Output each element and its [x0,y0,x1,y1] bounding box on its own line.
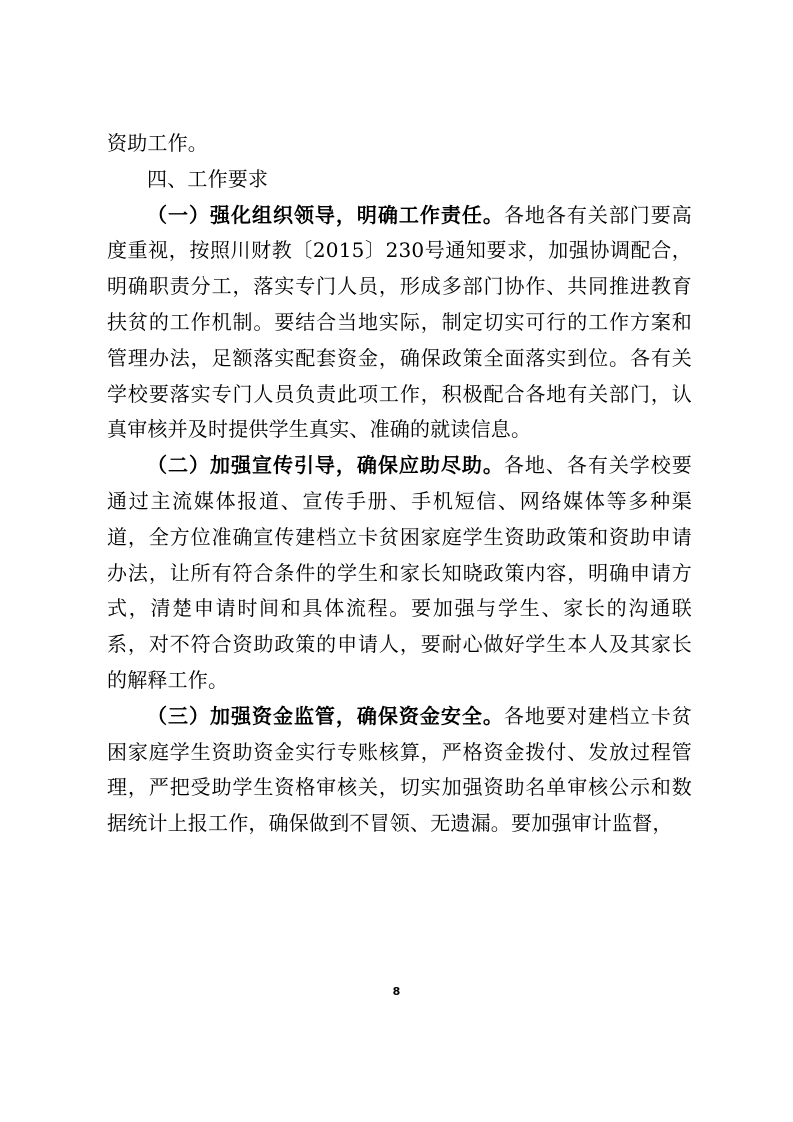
document-body [107,126,692,842]
paragraph-text: 各地要对建档立卡贫困家庭学生资助资金实行专账核算，严格资金拨付、发放过程管理，严把受助学生资格审核关，切实加强资助名单审核公示和数据统计上报工作，确保做到不冒领、无遗漏。要加强审计监督， [107,703,692,836]
section-heading-text: 四、工作要求 [147,166,269,191]
page-number: 8 [392,985,401,998]
paragraph-text: 各地各有关部门要高度重视，按照川财教〔2015〕230号通知要求，加强协调配合，明确职责分工，落实专门人员，形成多部门协作、共同推进教育扶贫的工作机制。要结合当地实际，制定切实可行的工作方案和管理办法，足额落实配套资金，确保政策全面落实到位。各有关学校要落实专门人员负责此项工作，积极配合各地有关部门，认真审核并及时提供学生真实、准确的就读信息。 [107,202,692,442]
paragraph-lead-heading: （一）强化组织领导，明确工作责任。 [147,202,504,227]
paragraph-continuation [107,126,692,162]
paragraph-text: 各地、各有关学校要通过主流媒体报道、宣传手册、手机短信、网络媒体等多种渠道，全方位准确宣传建档立卡贫困家庭学生资助政策和资助申请办法，让所有符合条件的学生和家长知晓政策内容，明确申请方式，清楚申请时间和具体流程。要加强与学生、家长的沟通联系，对不符合资助政策的申请人，要耐心做好学生本人及其家长的解释工作。 [107,453,692,692]
paragraph-lead-heading: （三）加强资金监管，确保资金安全。 [147,703,504,728]
paragraph-requirement-1 [107,198,692,449]
paragraph-requirement-2 [107,448,692,699]
paragraph-lead-heading: （二）加强宣传引导，确保应助尽助。 [147,453,504,478]
paragraph-text: 资助工作。 [107,131,208,155]
section-heading [107,162,692,198]
paragraph-requirement-3 [107,699,692,842]
